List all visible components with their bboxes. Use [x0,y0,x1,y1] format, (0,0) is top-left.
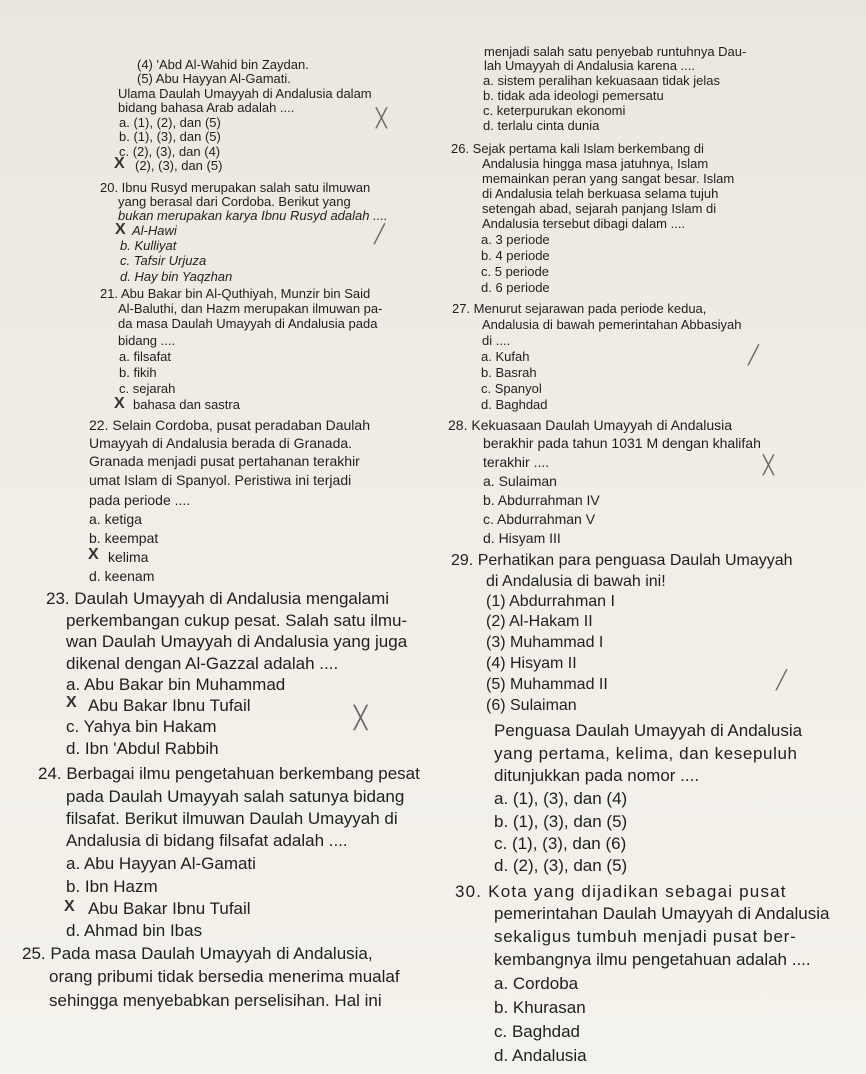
q25-stem: 25. Pada masa Daulah Umayyah di Andalusia, [22,944,373,963]
q19-option-5: (5) Abu Hayyan Al-Gamati. [137,71,291,86]
q26-choice-c[interactable]: c. 5 periode [481,264,549,279]
q27-choice-a[interactable]: a. Kufah [481,349,530,364]
q28-stem: berakhir pada tahun 1031 M dengan khalifah [483,435,761,451]
q29-item-5: (5) Muhammad II [486,676,608,693]
q25-stem: orang pribumi tidak bersedia menerima mualaf [49,967,400,986]
q22-choice-a[interactable]: a. ketiga [89,511,142,527]
q30-stem: pemerintahan Daulah Umayyah di Andalusia [494,904,830,923]
q25-choice-d[interactable]: d. terlalu cinta dunia [483,118,600,133]
answer-mark: X [64,898,75,915]
q21-stem: 21. Abu Bakar bin Al-Quthiyah, Munzir bin Said [100,286,371,301]
q24-stem: pada Daulah Umayyah salah satunya bidang [66,787,405,806]
q30-choice-a[interactable]: a. Cordoba [494,974,579,993]
pencil-mark-icon: ╱ [776,670,787,690]
q20-choice-b[interactable]: b. Kulliyat [120,238,177,253]
q20-choice-a[interactable]: Al-Hawi [132,223,177,238]
q26-stem: Andalusia tersebut dibagi dalam .... [482,216,686,231]
q30-choice-d[interactable]: d. Andalusia [494,1046,587,1065]
q24-choice-a[interactable]: a. Abu Hayyan Al-Gamati [66,854,256,873]
q27-stem: 27. Menurut sejarawan pada periode kedua, [452,301,707,316]
q21-stem: bidang .... [118,333,176,348]
q29-choice-a[interactable]: a. (1), (3), dan (4) [494,789,628,808]
q22-stem: 22. Selain Cordoba, pusat peradaban Daulah [89,417,370,433]
q23-stem: perkembangan cukup pesat. Salah satu ilmu- [66,611,408,630]
q27-choice-c[interactable]: c. Spanyol [481,381,542,396]
q19-choice-b[interactable]: b. (1), (3), dan (5) [119,129,221,144]
q28-stem: terakhir .... [483,454,550,470]
q20-stem: bukan merupakan karya Ibnu Rusyd adalah .... [118,208,388,223]
answer-mark: X [114,395,125,412]
q27-stem: Andalusia di bawah pemerintahan Abbasiyah [482,317,742,332]
q29-stem: yang pertama, kelima, dan kesepuluh [494,744,798,763]
q24-stem: Andalusia di bidang filsafat adalah .... [66,831,348,850]
q30-stem: sekaligus tumbuh menjadi pusat ber- [494,927,797,946]
q19-choice-d[interactable]: (2), (3), dan (5) [135,158,223,173]
q26-stem: memainkan peran yang sangat besar. Islam [482,171,735,186]
q23-stem: 23. Daulah Umayyah di Andalusia mengalami [46,589,390,608]
q19-choice-a[interactable]: a. (1), (2), dan (5) [119,115,221,130]
q27-stem: di .... [482,333,511,348]
pencil-mark-icon: ╱ [374,224,385,244]
q26-choice-d[interactable]: d. 6 periode [481,280,550,295]
q29-item-3: (3) Muhammad I [486,634,604,651]
q26-stem: di Andalusia telah berkuasa selama tujuh [482,186,719,201]
q23-choice-c[interactable]: c. Yahya bin Hakam [66,717,217,736]
q25-stem: sehingga menyebabkan perselisihan. Hal ini [49,991,382,1010]
q29-choice-d[interactable]: d. (2), (3), dan (5) [494,856,628,875]
q21-choice-a[interactable]: a. filsafat [119,349,172,364]
answer-mark: X [115,221,126,238]
q29-item-6: (6) Sulaiman [486,697,577,714]
q30-stem: kembangnya ilmu pengetahuan adalah .... [494,950,811,969]
q27-choice-d[interactable]: d. Baghdad [481,397,548,412]
q25-continued: menjadi salah satu penyebab runtuhnya Dau- [484,44,747,59]
q29-stem: Penguasa Daulah Umayyah di Andalusia [494,721,803,740]
q22-stem: Umayyah di Andalusia berada di Granada. [89,435,353,451]
pencil-mark-icon: ╱ [748,345,759,365]
q24-stem: filsafat. Berikut ilmuwan Daulah Umayyah di [66,809,398,828]
q28-choice-d[interactable]: d. Hisyam III [483,530,561,546]
q20-choice-c[interactable]: c. Tafsir Urjuza [120,253,207,268]
q21-choice-d[interactable]: bahasa dan sastra [133,397,240,412]
q23-stem: dikenal dengan Al-Gazzal adalah .... [66,654,339,673]
q22-choice-c[interactable]: kelima [108,549,149,565]
q19-option-4: (4) 'Abd Al-Wahid bin Zaydan. [137,57,309,72]
q20-stem: 20. Ibnu Rusyd merupakan salah satu ilmuwan [100,180,371,195]
q20-choice-d[interactable]: d. Hay bin Yaqzhan [120,269,233,284]
q30-stem: 30. Kota yang dijadikan sebagai pusat [455,882,787,901]
q24-choice-c[interactable]: Abu Bakar Ibnu Tufail [88,899,251,918]
q29-choice-c[interactable]: c. (1), (3), dan (6) [494,834,627,853]
q24-stem: 24. Berbagai ilmu pengetahuan berkembang pesat [38,764,420,783]
q20-stem: yang berasal dari Cordoba. Berikut yang [118,194,351,209]
q27-choice-b[interactable]: b. Basrah [481,365,537,380]
q28-choice-b[interactable]: b. Abdurrahman IV [483,492,600,508]
q28-choice-a[interactable]: a. Sulaiman [483,473,557,489]
q19-stem: bidang bahasa Arab adalah .... [118,100,295,115]
q29-stem: 29. Perhatikan para penguasa Daulah Umayyah [451,552,793,569]
pencil-mark-icon: ╳ [763,455,774,475]
q25-continued: lah Umayyah di Andalusia karena .... [484,58,696,73]
q29-item-4: (4) Hisyam II [486,655,577,672]
q23-stem: wan Daulah Umayyah di Andalusia yang juga [66,632,408,651]
q25-choice-a[interactable]: a. sistem peralihan kekuasaan tidak jelas [483,73,721,88]
q22-choice-d[interactable]: d. keenam [89,568,155,584]
q29-item-2: (2) Al-Hakam II [486,613,593,630]
q22-choice-b[interactable]: b. keempat [89,530,159,546]
q28-choice-c[interactable]: c. Abdurrahman V [483,511,596,527]
q29-choice-b[interactable]: b. (1), (3), dan (5) [494,812,628,831]
q21-stem: Al-Baluthi, dan Hazm merupakan ilmuwan pa- [118,301,383,316]
q19-stem: Ulama Daulah Umayyah di Andalusia dalam [118,86,372,101]
q25-choice-b[interactable]: b. tidak ada ideologi pemersatu [483,88,664,103]
q30-choice-c[interactable]: c. Baghdad [494,1022,581,1041]
q24-choice-b[interactable]: b. Ibn Hazm [66,877,158,896]
pencil-mark-icon: ╳ [376,108,387,128]
q23-choice-a[interactable]: a. Abu Bakar bin Muhammad [66,675,286,694]
q21-stem: da masa Daulah Umayyah di Andalusia pada [118,316,378,331]
q26-stem: setengah abad, sejarah panjang Islam di [482,201,717,216]
q21-choice-b[interactable]: b. fikih [119,365,157,380]
q21-choice-c[interactable]: c. sejarah [119,381,176,396]
q29-item-1: (1) Abdurrahman I [486,593,615,610]
answer-mark: X [114,155,125,172]
q23-choice-b[interactable]: Abu Bakar Ibnu Tufail [88,696,251,715]
pencil-mark-icon: ╳ [354,705,368,730]
q22-stem: pada periode .... [89,492,191,508]
q26-stem: Andalusia hingga masa jatuhnya, Islam [482,156,709,171]
q28-stem: 28. Kekuasaan Daulah Umayyah di Andalusia [448,417,733,433]
q22-stem: umat Islam di Spanyol. Peristiwa ini terjadi [89,472,352,488]
q25-choice-c[interactable]: c. keterpurukan ekonomi [483,103,626,118]
q24-choice-d[interactable]: d. Ahmad bin Ibas [66,921,203,940]
q26-choice-b[interactable]: b. 4 periode [481,248,550,263]
q19-choice-c[interactable]: c. (2), (3), dan (4) [119,144,221,159]
answer-mark: X [88,546,99,563]
q22-stem: Granada menjadi pusat pertahanan terakhir [89,453,360,469]
q29-stem: ditunjukkan pada nomor .... [494,766,700,785]
q29-stem: di Andalusia di bawah ini! [486,573,666,590]
q23-choice-d[interactable]: d. Ibn 'Abdul Rabbih [66,739,219,758]
q26-stem: 26. Sejak pertama kali Islam berkembang di [451,141,704,156]
answer-mark: X [66,694,77,711]
q26-choice-a[interactable]: a. 3 periode [481,232,550,247]
q30-choice-b[interactable]: b. Khurasan [494,998,586,1017]
